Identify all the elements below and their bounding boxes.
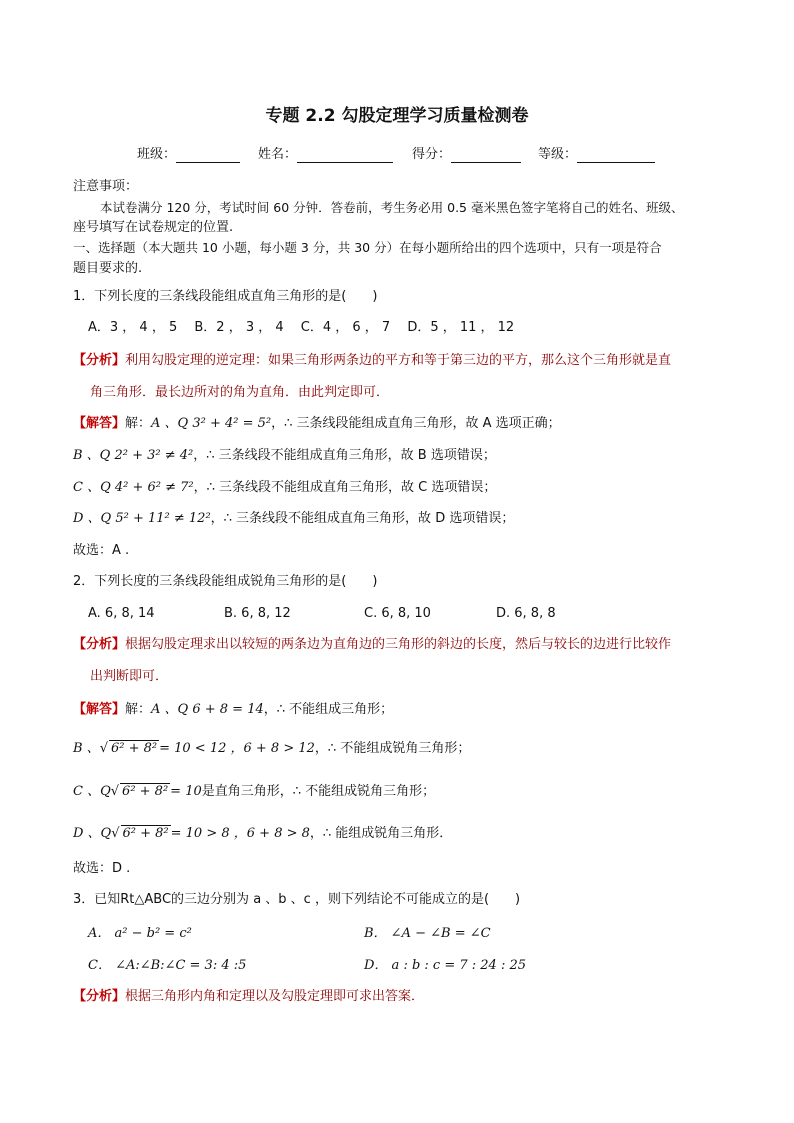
q2-analysis-line-2: 出判断即可． [90, 669, 169, 684]
q2-option-b: B. 6, 8, 12 [224, 606, 291, 621]
grade-field [538, 147, 655, 163]
q1-c-rest: ，∴ 三条线段不能组成直角三角形，故 C 选项错误； [193, 480, 497, 495]
q1-answer-c [73, 480, 496, 496]
q1-a-math: A 、Q 3² + 4² = 5² [151, 416, 272, 431]
class-label: 班级： [137, 147, 177, 162]
sqrt-icon: √ [99, 741, 108, 756]
name-field [258, 147, 393, 163]
q2-option-d: D. 6, 8, 8 [496, 606, 556, 621]
q3-option-d: D． a : b : c = 7 : 24 : 25 [364, 958, 526, 973]
q1-answer-tag: 【解答】 [73, 416, 126, 431]
q2-option-a: A. 6, 8, 14 [88, 606, 155, 621]
q2-c-pre: C 、Q [73, 784, 111, 799]
notice-heading: 注意事项： [73, 179, 139, 194]
q2-answer-b [73, 740, 470, 757]
q3-stem: 3．已知Rt△ABC的三边分别为 a 、b 、c ，则下列结论不可能成立的是( ) [73, 892, 521, 907]
grade-blank[interactable] [577, 149, 655, 163]
q2-answer-prefix: 解： [125, 702, 152, 717]
q1-a-rest: ，∴ 三条线段能组成直角三角形，故 A 选项正确； [271, 416, 561, 431]
q2-a-math: A 、Q 6 + 8 = 14 [151, 702, 264, 717]
q2-d-post: = 10 > 8 ，6 + 8 > 8 [170, 826, 310, 841]
q2-c-post: = 10 [170, 784, 202, 799]
sqrt-icon: √ [110, 784, 120, 799]
q1-b-rest: ，∴ 三条线段不能组成直角三角形，故 B 选项错误； [193, 448, 496, 463]
q3-option-c: C． ∠A:∠B:∠C = 3: 4 :5 [88, 958, 247, 973]
class-blank[interactable] [176, 149, 240, 163]
q3-option-b: B． ∠A − ∠B = ∠C [364, 926, 491, 941]
q1-analysis-text: 利用勾股定理的逆定理：如果三角形两条边的平方和等于第三边的平方，那么这个三角形就是直 [125, 353, 672, 368]
q2-d-rest: ，∴ 能组成锐角三角形． [309, 826, 453, 841]
score-label: 得分： [412, 147, 452, 162]
q2-answer-d [73, 825, 452, 842]
q2-stem: 2．下列长度的三条线段能组成锐角三角形的是( ) [73, 574, 378, 589]
grade-label: 等级： [538, 147, 578, 162]
q1-answer-prefix: 解： [125, 416, 152, 431]
class-field [137, 147, 240, 163]
name-blank[interactable] [297, 149, 393, 163]
sqrt-icon: √ [111, 826, 120, 841]
q3-option-a: A． a² − b² = c² [88, 926, 192, 941]
q1-answer-b [73, 448, 496, 464]
score-blank[interactable] [451, 149, 521, 163]
q2-c-rest: 是直角三角形，∴ 不能组成锐角三角形； [201, 784, 436, 799]
name-label: 姓名： [258, 147, 298, 162]
q1-stem: 1．下列长度的三条线段能组成直角三角形的是( ) [73, 289, 378, 304]
section-line-2: 题目要求的. [73, 261, 143, 276]
q1-d-math: D 、Q 5² + 11² ≠ 12² [73, 511, 211, 526]
q2-answer-tag: 【解答】 [73, 702, 126, 717]
q2-b-pre: B 、 [73, 741, 100, 756]
q2-answer-a [73, 702, 393, 718]
notice-line-1: 本试卷满分 120 分，考试时间 60 分钟．答卷前，考生务必用 0.5 毫米黑色签字笔将自己的姓名、班级、 [100, 200, 684, 215]
q1-b-math: B 、Q 2² + 3² ≠ 4² [73, 448, 194, 463]
q2-b-post: = 10 < 12 ，6 + 8 > 12 [159, 741, 315, 756]
q2-a-rest: ，∴ 不能组成三角形； [263, 702, 394, 717]
q2-analysis-line-1 [73, 637, 671, 653]
q1-answer-a [73, 416, 561, 432]
q1-answer-d [73, 511, 514, 527]
q1-analysis-line-1 [73, 353, 671, 369]
q2-d-pre: D 、Q [73, 826, 112, 841]
notice-line-2: 座号填写在试卷规定的位置. [73, 220, 234, 235]
section-line-1: 一、选择题（本大题共 10 小题，每小题 3 分，共 30 分）在每小题所给出的四个选项中，只有一项是符合 [73, 240, 662, 255]
q2-choice: 故选：D . [73, 861, 131, 876]
q2-analysis-text: 根据勾股定理求出以较短的两条边为直角边的三角形的斜边的长度，然后与较长的边进行比较作 [125, 637, 672, 652]
q2-b-rest: ，∴ 不能组成锐角三角形； [314, 741, 471, 756]
q2-option-c: C. 6, 8, 10 [364, 606, 431, 621]
q1-d-rest: ，∴ 三条线段不能组成直角三角形，故 D 选项错误； [210, 511, 515, 526]
q1-options: A．3 ， 4 ， 5 B．2 ， 3 ， 4 C．4 ， 6 ， 7 D．5 ， 11 ， 12 [88, 320, 515, 335]
q2-d-radicand: 6² + 8² [122, 826, 169, 841]
q3-analysis-tag: 【分析】 [73, 989, 126, 1004]
page-title: 专题 2.2 勾股定理学习质量检测卷 [265, 106, 529, 126]
q1-c-math: C 、Q 4² + 6² ≠ 7² [73, 480, 194, 495]
q2-analysis-tag: 【分析】 [73, 637, 126, 652]
q2-answer-c [73, 783, 435, 800]
q1-analysis-line-2: 角三角形．最长边所对的角为直角．由此判定即可． [90, 385, 390, 400]
q3-analysis-text: 根据三角形内角和定理以及勾股定理即可求出答案． [125, 989, 425, 1004]
q3-analysis-line [73, 989, 424, 1005]
q1-analysis-tag: 【分析】 [73, 353, 126, 368]
q1-choice: 故选：A . [73, 543, 130, 558]
q2-b-radicand: 6² + 8² [110, 741, 158, 756]
score-field [412, 147, 521, 163]
q2-c-radicand: 6² + 8² [122, 784, 169, 799]
